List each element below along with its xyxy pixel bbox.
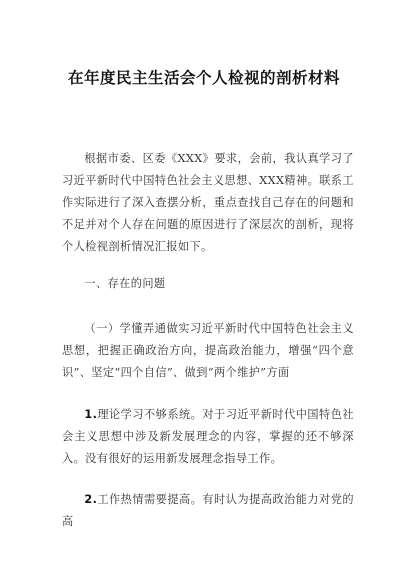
section-heading: 一、存在的问题 xyxy=(84,277,166,290)
list-item xyxy=(62,489,354,533)
item-number: 2. xyxy=(84,493,98,506)
item-text: 理论学习不够系统。对于习近平新时代中国特色社会主义思想中涉及新发展理念的内容，掌握的还不够深入。没有很好的运用新发展理念指导工作。 xyxy=(62,408,354,465)
item-number: 1. xyxy=(84,408,98,421)
item-text: 工作热情需要提高。有时认为提高政治能力对党的高 xyxy=(62,493,354,528)
document-title: 在年度民主生活会个人检视的剖析材料 xyxy=(67,69,340,87)
subsection-heading: （一）学懂弄通做实习近平新时代中国特色社会主义思想，把握正确政治方向，提高政治能力，增强“四个意识”、坚定“四个自信”、做到“两个维护”方面 xyxy=(62,322,354,379)
list-item xyxy=(62,404,354,470)
intro-paragraph: 根据市委、区委《XXX》要求，会前，我认真学习了习近平新时代中国特色社会主义思想、XXX精神。联系工作实际进行了深入查摆分析，重点查找自己存在的问题和不足并对个人存在问题的原因进行了深层次的剖析，现将个人检视剖析情况汇报如下。 xyxy=(62,152,354,253)
